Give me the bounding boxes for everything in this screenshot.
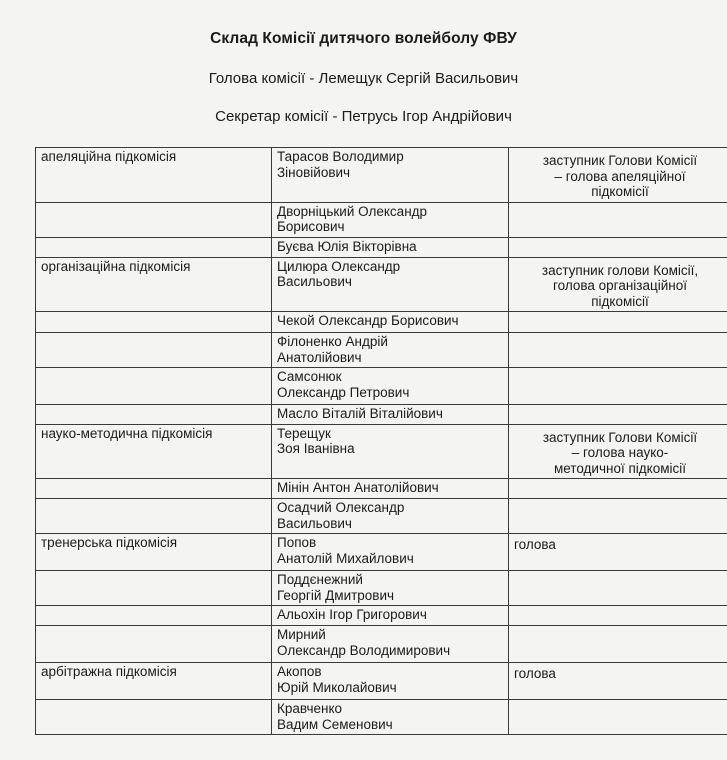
member-name-line: Чекой Олександр Борисович: [277, 313, 459, 328]
member-cell: [272, 257, 509, 312]
table-row: [36, 368, 727, 405]
member-cell: [272, 626, 509, 663]
table-row: [36, 663, 727, 700]
subcommittee-cell: [36, 237, 272, 257]
table-row: [36, 700, 727, 735]
table-row: [36, 237, 727, 257]
role-line: голова: [514, 537, 556, 552]
subcommittee-cell: [36, 499, 272, 534]
member-name-line: Анатолій Михайлович: [277, 550, 414, 566]
table-row: [36, 405, 727, 425]
member-name-line: Анатолійович: [277, 349, 362, 365]
table-row: [36, 571, 727, 606]
member-name-line: Олександр Володимирович: [277, 642, 451, 658]
table-row: [36, 257, 727, 312]
member-name-line: Олександр Петрович: [277, 384, 410, 400]
subcommittee-cell: [36, 626, 272, 663]
member-name-line: Попов: [277, 535, 317, 550]
member-name-line: Юрій Миколайович: [277, 679, 397, 695]
role-line: підкомісії: [591, 184, 649, 199]
member-cell: [272, 499, 509, 534]
role-cell: [509, 312, 727, 333]
subcommittee-name: організаційна підкомісія: [41, 258, 191, 274]
member-name-line: Масло Віталій Віталійович: [277, 406, 443, 421]
member-name-line: Борисович: [277, 219, 345, 234]
table-row: [36, 333, 727, 368]
subcommittee-cell: [36, 571, 272, 606]
member-cell: [272, 663, 509, 700]
table-row: [36, 606, 727, 626]
member-name-line: Зоя Іванівна: [277, 441, 355, 456]
subcommittee-cell: [36, 312, 272, 333]
member-name-line: Дворніцький Олександр: [277, 203, 428, 219]
member-cell: [272, 202, 509, 237]
subcommittee-cell: [36, 700, 272, 735]
role-cell: [509, 202, 727, 237]
commission-table: [35, 147, 727, 735]
member-cell: [272, 312, 509, 333]
role-cell: [509, 333, 727, 368]
member-name-line: Васильович: [277, 515, 352, 531]
member-cell: [272, 333, 509, 368]
document-title: Склад Комісії дитячого волейболу ФВУ: [210, 30, 517, 47]
subcommittee-cell: [36, 534, 272, 571]
role-cell: [509, 571, 727, 606]
subcommittee-name: арбітражна підкомісія: [41, 664, 177, 679]
role-line: голова організаційної: [553, 278, 687, 293]
commission-secretary-line: Секретар комісії - Петрусь Ігор Андрійович: [215, 108, 512, 125]
member-cell: [272, 479, 509, 499]
role-line: заступник Голови Комісії: [542, 429, 698, 445]
table-row: [36, 534, 727, 571]
member-cell: [272, 405, 509, 425]
role-cell: [509, 479, 727, 499]
table-row: [36, 626, 727, 663]
role-cell: [509, 257, 727, 312]
member-cell: [272, 606, 509, 626]
subcommittee-cell: [36, 148, 272, 203]
member-cell: [272, 571, 509, 606]
member-name-line: Мінін Антон Анатолійович: [277, 480, 439, 495]
member-cell: [272, 700, 509, 735]
role-cell: [509, 626, 727, 663]
member-name-line: Самсонюк: [277, 369, 342, 384]
member-name-line: Філоненко Андрій: [277, 334, 388, 349]
subcommittee-cell: [36, 257, 272, 312]
role-line: голова: [514, 666, 556, 681]
subcommittee-name: науко-методична підкомісія: [41, 425, 213, 441]
role-cell: [509, 606, 727, 626]
subcommittee-cell: [36, 663, 272, 700]
member-name-line: Альохін Ігор Григорович: [277, 607, 427, 622]
table-row: [36, 424, 727, 479]
member-name-line: Вадим Семенович: [277, 716, 393, 732]
role-cell: [509, 368, 727, 405]
role-cell: [509, 499, 727, 534]
member-name-line: Поддєнежний: [277, 572, 363, 587]
role-line: заступник голови Комісії,: [541, 262, 699, 278]
subcommittee-cell: [36, 405, 272, 425]
member-cell: [272, 237, 509, 257]
table-row: [36, 479, 727, 499]
subcommittee-name: апеляційна підкомісія: [41, 149, 177, 164]
member-name-line: Васильович: [277, 274, 352, 289]
role-cell: [509, 700, 727, 735]
member-cell: [272, 424, 509, 479]
commission-table-body: [36, 148, 727, 735]
member-name-line: Кравченко: [277, 701, 343, 716]
member-cell: [272, 368, 509, 405]
role-cell: [509, 663, 727, 700]
role-cell: [509, 405, 727, 425]
role-cell: [509, 534, 727, 571]
member-name-line: Буєва Юлія Вікторівна: [277, 238, 417, 254]
role-cell: [509, 237, 727, 257]
table-row: [36, 148, 727, 203]
subcommittee-cell: [36, 368, 272, 405]
subcommittee-cell: [36, 606, 272, 626]
subcommittee-cell: [36, 202, 272, 237]
member-name-line: Терещук: [277, 425, 331, 441]
member-name-line: Мирний: [277, 627, 326, 642]
role-line: підкомісії: [591, 293, 649, 309]
role-line: – голова апеляційної: [554, 168, 686, 184]
member-cell: [272, 534, 509, 571]
member-cell: [272, 148, 509, 203]
member-name-line: Георгій Дмитрович: [277, 587, 395, 603]
subcommittee-cell: [36, 479, 272, 499]
table-row: [36, 499, 727, 534]
member-name-line: Тарасов Володимир: [277, 149, 404, 164]
member-name-line: Зіновійович: [277, 164, 351, 180]
commission-head-line: Голова комісії - Лемещук Сергій Васильович: [208, 70, 519, 87]
subcommittee-cell: [36, 333, 272, 368]
role-line: методичної підкомісії: [553, 460, 687, 476]
member-name-line: Акопов: [277, 664, 322, 679]
member-name-line: Цилюра Олександр: [277, 258, 401, 274]
role-line: заступник Голови Комісії: [542, 153, 698, 168]
role-line: – голова науко-: [571, 445, 669, 460]
member-name-line: Осадчий Олександр: [277, 500, 405, 515]
role-cell: [509, 424, 727, 479]
subcommittee-cell: [36, 424, 272, 479]
subcommittee-name: тренерська підкомісія: [41, 535, 178, 550]
role-cell: [509, 148, 727, 203]
table-row: [36, 312, 727, 333]
table-row: [36, 202, 727, 237]
